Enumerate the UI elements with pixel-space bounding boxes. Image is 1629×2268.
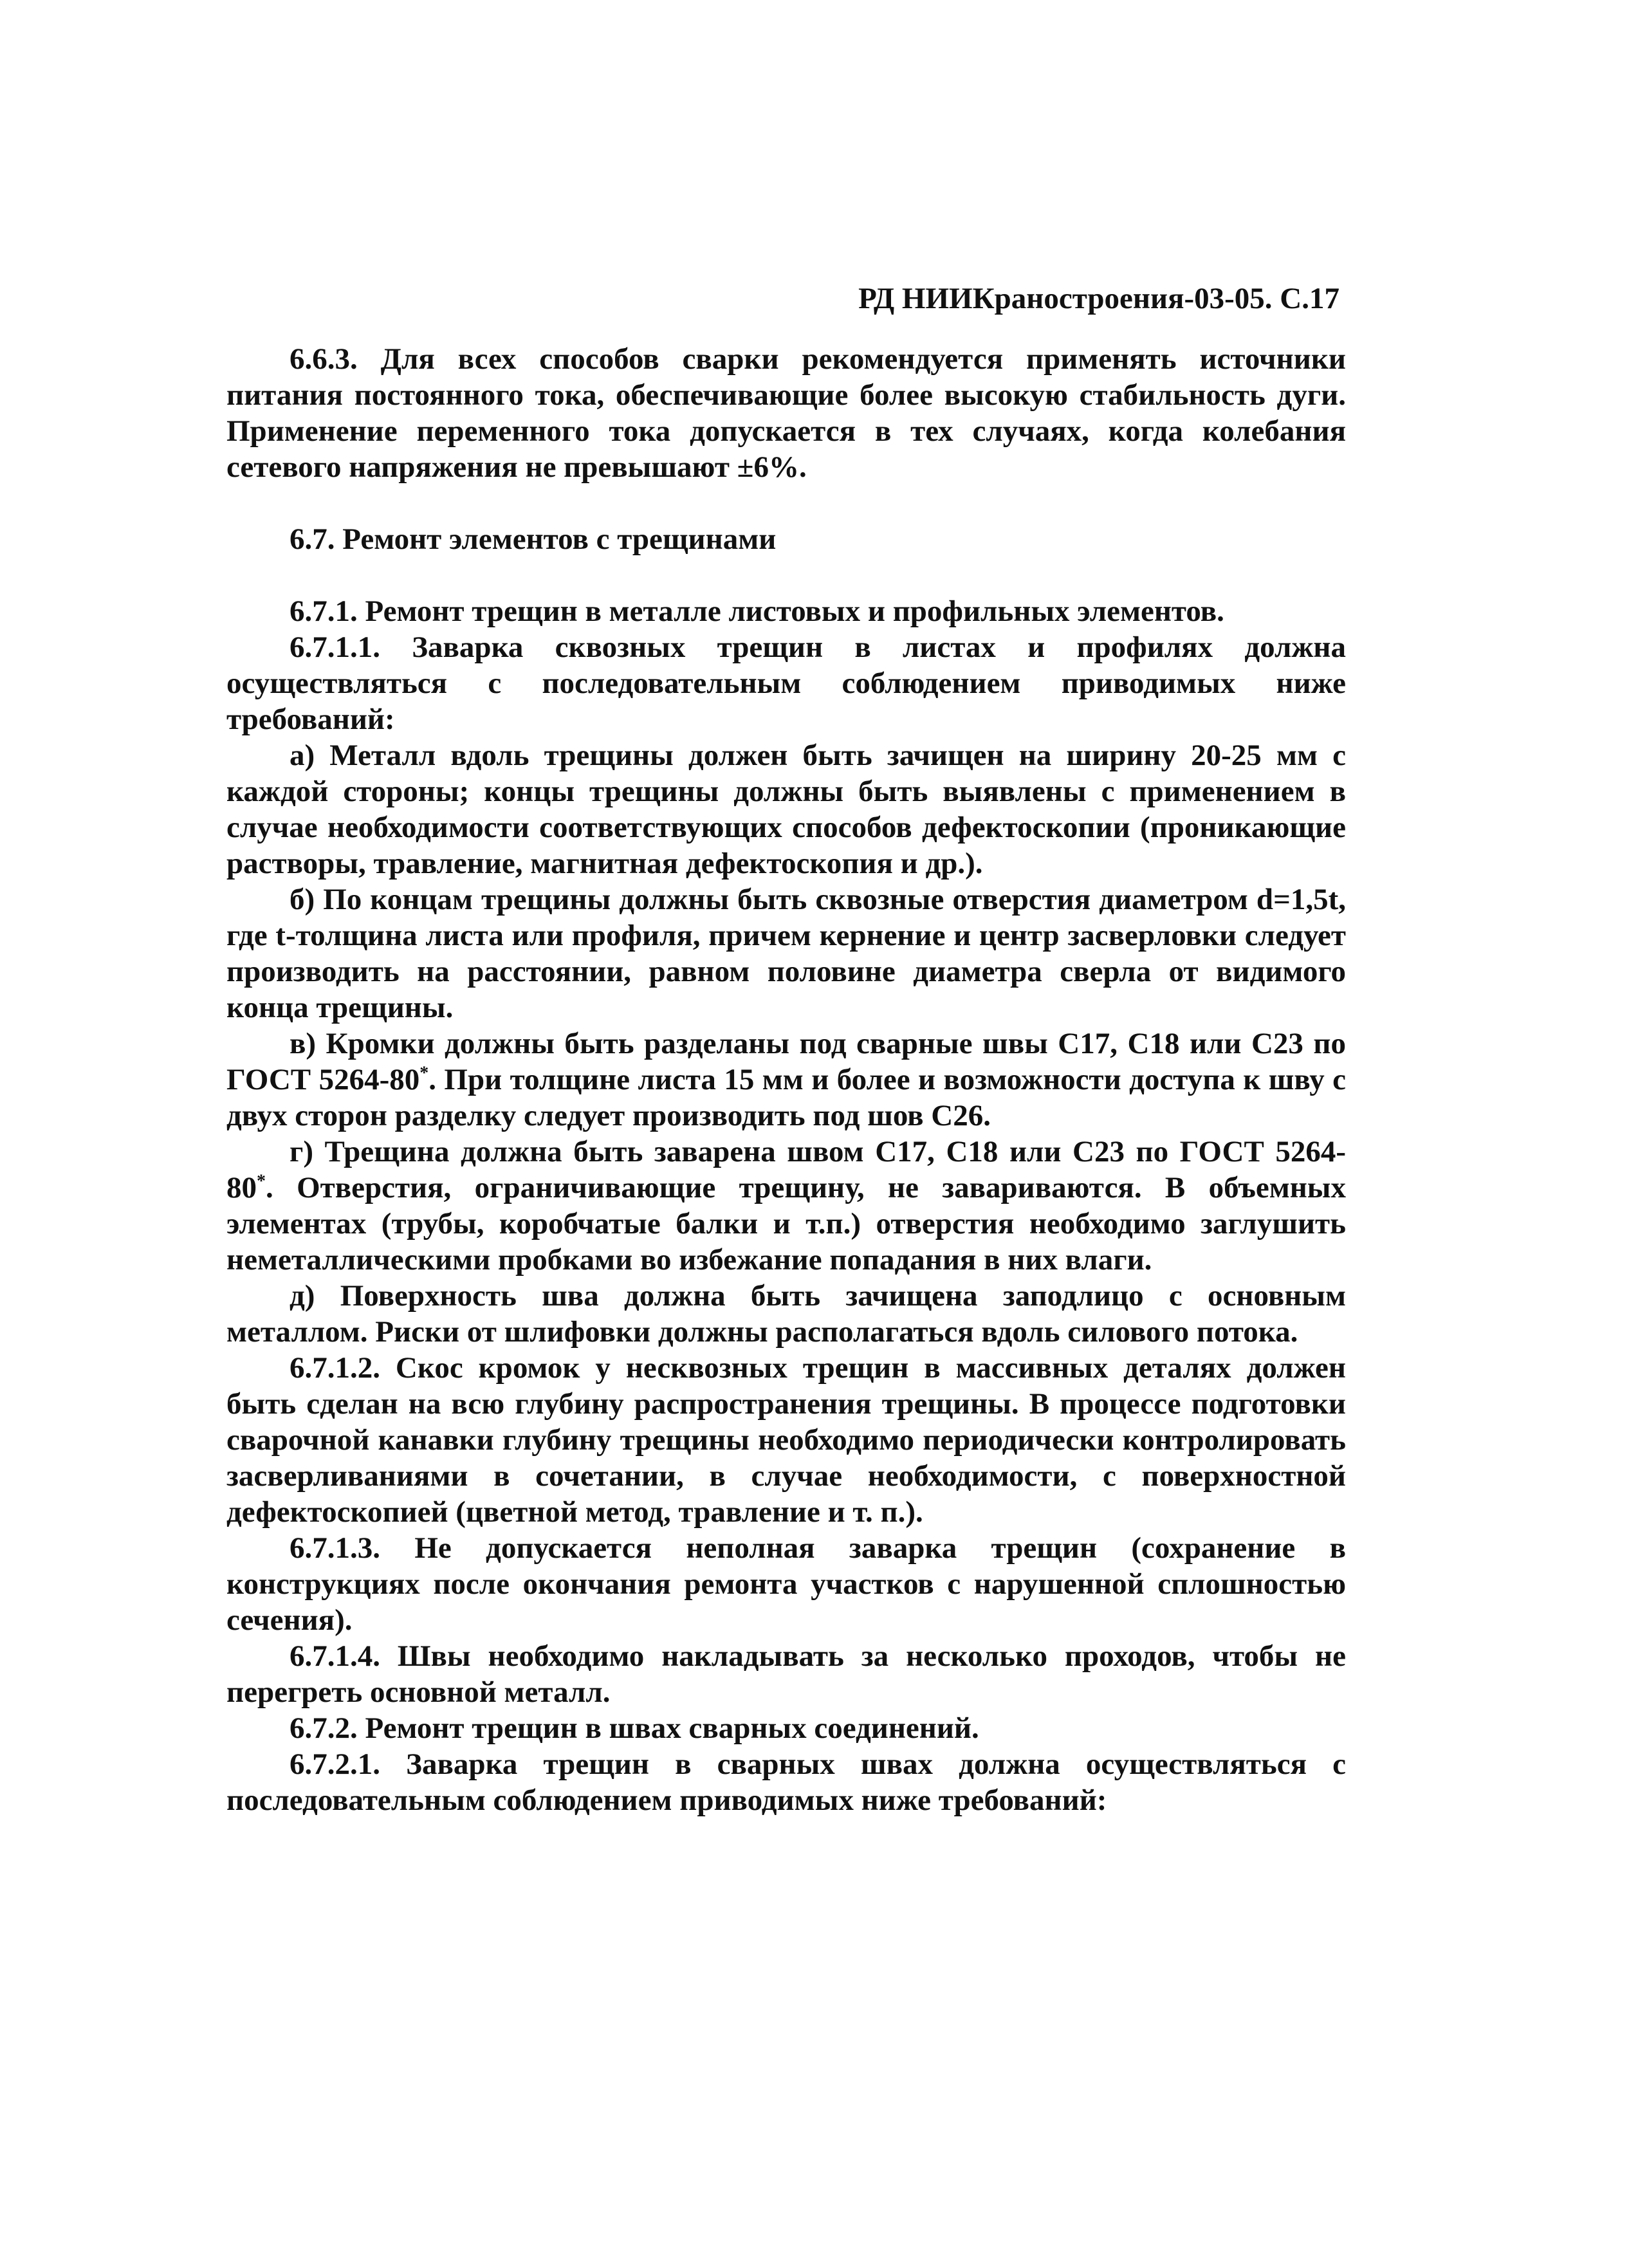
paragraph-6-7-1-2: 6.7.1.2. Скос кромок у несквозных трещин в массивных деталях должен быть сделан на всю глубину распространения трещины. В процессе подготовки сварочной канавки глубину трещины необходимо периодически контролировать засверливаниями в сочетании, в случае необходимости, с поверхностной дефектоскопией (цветной метод, травление и т. п.). — [226, 1351, 1346, 1529]
paragraph-6-7-1-1: 6.7.1.1. Заварка сквозных трещин в листах и профилях должна осуществляться с последовательным соблюдением приводимых ниже требований: — [226, 631, 1346, 736]
footnote-asterisk: * — [419, 1063, 429, 1083]
paragraph-6-7-1-3: 6.7.1.3. Не допускается неполная заварка трещин (сохранение в конструкциях после окончания ремонта участков с нарушенной сплошностью сечения). — [226, 1531, 1346, 1637]
list-item-g-text-1: г) Трещина должна быть заварена швом С17, С18 или С23 по ГОСТ 5264-80 — [226, 1135, 1346, 1204]
paragraph-6-7-1-4: 6.7.1.4. Швы необходимо накладывать за несколько проходов, чтобы не перегреть основной металл. — [226, 1639, 1346, 1709]
paragraph-6-7-2-1: 6.7.2.1. Заварка трещин в сварных швах должна осуществляться с последовательным соблюдением приводимых ниже требований: — [226, 1747, 1346, 1817]
list-item-v — [226, 1026, 1346, 1134]
list-item-a: а) Металл вдоль трещины должен быть зачищен на ширину 20-25 мм с каждой стороны; концы трещины должны быть выявлены с применением в случае необходимости соответствующих способов дефектоскопии (проникающие растворы, травление, магнитная дефектоскопия и др.). — [226, 739, 1346, 880]
running-header: РД НИИКраностроения-03-05. С.17 — [858, 282, 1339, 315]
section-heading-6-7: 6.7. Ремонт элементов с трещинами — [290, 522, 777, 556]
list-item-v-text-1: в) Кромки должны быть разделаны под сварные швы С17, С18 или С23 по ГОСТ 5264-80 — [226, 1027, 1346, 1096]
list-item-d: д) Поверхность шва должна быть зачищена заподлицо с основным металлом. Риски от шлифовки должны располагаться вдоль силового потока. — [226, 1279, 1346, 1349]
paragraph-6-7-2: 6.7.2. Ремонт трещин в швах сварных соединений. — [290, 1711, 979, 1745]
paragraph-6-7-1: 6.7.1. Ремонт трещин в металле листовых и профильных элементов. — [290, 595, 1224, 628]
list-item-v-text-2: . При толщине листа 15 мм и более и возможности доступа к шву с двух сторон разделку следует производить под шов С26. — [226, 1063, 1346, 1132]
list-item-g — [226, 1134, 1346, 1278]
list-item-g-text-2: . Отверстия, ограничивающие трещину, не завариваются. В объемных элементах (трубы, коробчатые балки и т.п.) отверстия необходимо заглушить неметаллическими пробками во избежание попадания в них влаги. — [226, 1171, 1346, 1277]
document-body — [226, 341, 1346, 1818]
list-item-b: б) По концам трещины должны быть сквозные отверстия диаметром d=1,5t, где t-толщина листа или профиля, причем кернение и центр засверловки следует производить на расстоянии, равном половине диаметра сверла от видимого конца трещины. — [226, 883, 1346, 1024]
paragraph-6-6-3: 6.6.3. Для всех способов сварки рекомендуется применять источники питания постоянного тока, обеспечивающие более высокую стабильность дуги. Применение переменного тока допускается в тех случаях, когда колебания сетевого напряжения не превышают ±6%. — [226, 342, 1346, 484]
footnote-asterisk: * — [257, 1171, 266, 1192]
